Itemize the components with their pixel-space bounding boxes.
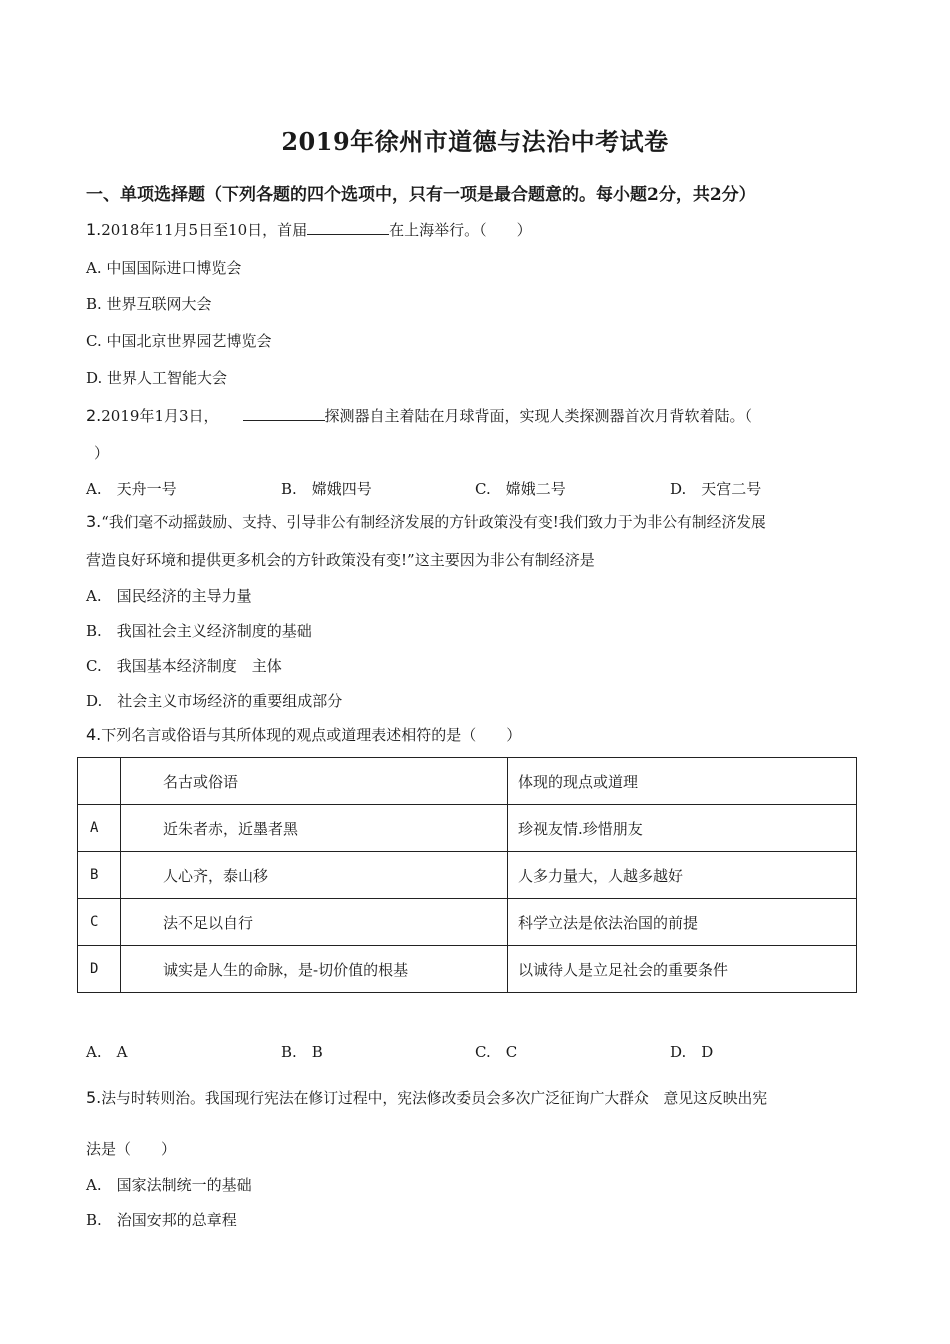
table-header-cell	[78, 758, 121, 805]
table-cell: 人心齐，泰山移	[121, 852, 508, 899]
q1-option-a: A. 中国国际进口博览会	[86, 259, 242, 277]
question-line1: 法与时转则治。我国现行宪法在修订过程中，宪法修改委员会多次广泛征询广大群众 意见这反映出宪	[101, 1090, 768, 1107]
table-cell: 珍视友情.珍惜朋友	[508, 805, 857, 852]
question-text: 下列名言或俗语与其所体现的观点或道理表述相符的是（ ）	[101, 726, 522, 744]
question-text-before: 2019年1月3日，	[101, 407, 219, 425]
question-text-after: 在上海举行。（ ）	[389, 221, 532, 239]
question-5-line2: 法是（ ）	[86, 1140, 177, 1158]
question-text-after: 探测器自主着陆在月球背面，实现人类探测器首次月背软着陆。（	[324, 407, 753, 425]
q4-option-b: B. B	[281, 1043, 323, 1061]
table-row	[78, 852, 857, 899]
table-row	[78, 899, 857, 946]
table-row	[78, 805, 857, 852]
question-5	[86, 1087, 767, 1108]
table-cell: A	[78, 805, 121, 852]
table-cell: 法不足以自行	[121, 899, 508, 946]
q2-option-a: A. 天舟一号	[86, 480, 177, 498]
table-cell: D	[78, 946, 121, 993]
comparison-table	[77, 757, 857, 993]
q4-option-a: A. A	[86, 1043, 128, 1061]
question-3-line2: 营造良好环境和提供更多机会的方针政策没有变!”这主要因为非公有制经济是	[86, 551, 595, 569]
page-title: 2019年徐州市道德与法治中考试卷	[281, 127, 669, 156]
q5-option-a: A. 国家法制统一的基础	[86, 1176, 252, 1194]
question-2	[86, 405, 752, 426]
question-number: 4.	[86, 725, 102, 744]
question-4	[86, 724, 521, 745]
q1-option-b: B. 世界互联网大会	[86, 295, 212, 313]
section-heading: 一、单项选择题（下列各题的四个选项中，只有一项是最合题意的。每小题2分，共2分）	[86, 185, 756, 205]
q1-option-d: D. 世界人工智能大会	[86, 369, 228, 387]
table-header-cell: 名古或俗语	[121, 758, 508, 805]
question-line1: “我们毫不动摇鼓励、支持、引导非公有制经济发展的方针政策没有变!我们致力于为非公有制经济发展	[101, 514, 766, 531]
q2-line2: ）	[94, 444, 110, 462]
q4-option-d: D. D	[670, 1043, 714, 1061]
answer-blank	[307, 233, 389, 235]
question-number: 1.	[86, 220, 102, 239]
q2-option-d: D. 天宫二号	[670, 480, 762, 498]
q5-option-b: B. 治国安邦的总章程	[86, 1211, 237, 1229]
table-cell: 诚实是人生的命脉，是-切价值的根基	[121, 946, 508, 993]
question-1	[86, 219, 532, 240]
q3-option-b: B. 我国社会主义经济制度的基础	[86, 622, 312, 640]
q1-option-c: C. 中国北京世界园艺博览会	[86, 332, 272, 350]
table-cell: 以诚待人是立足社会的重要条件	[508, 946, 857, 993]
q3-option-d: D. 社会主义市场经济的重要组成部分	[86, 692, 343, 710]
question-3	[86, 511, 766, 532]
table-cell: 人多力量大，人越多越好	[508, 852, 857, 899]
table-cell: 近朱者赤，近墨者黑	[121, 805, 508, 852]
question-text-before: 2018年11月5日至10日，首届	[101, 221, 308, 239]
question-number: 2.	[86, 406, 102, 425]
q2-option-b: B. 嫦娥四号	[281, 480, 372, 498]
table-header-cell: 体现的现点或道理	[508, 758, 857, 805]
answer-blank	[243, 419, 325, 421]
question-number: 3.	[86, 512, 102, 531]
table-header-row	[78, 758, 857, 805]
table-cell: C	[78, 899, 121, 946]
q3-option-c: C. 我国基本经济制度 主体	[86, 657, 282, 675]
question-number: 5.	[86, 1088, 102, 1107]
table-cell: 科学立法是依法治国的前提	[508, 899, 857, 946]
q4-option-c: C. C	[475, 1043, 518, 1061]
table-cell: B	[78, 852, 121, 899]
q2-option-c: C. 嫦娥二号	[475, 480, 566, 498]
table-row	[78, 946, 857, 993]
q3-option-a: A. 国民经济的主导力量	[86, 587, 252, 605]
